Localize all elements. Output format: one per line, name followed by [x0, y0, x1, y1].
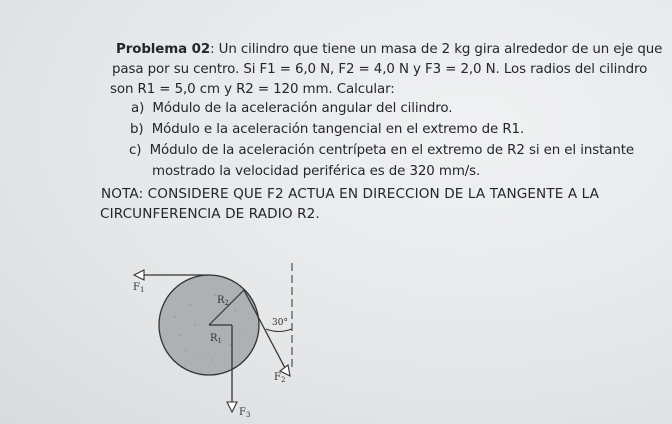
f1-label: $F_1$: [133, 282, 145, 294]
f3-label: $F_3$: [239, 407, 251, 419]
item-a-text: Módulo de la aceleración angular del cilindro.: [152, 101, 453, 116]
intro-text-1: : Un cilindro que tiene un masa de 2 kg gira alrededor de un eje que: [210, 42, 663, 57]
f2-arrowhead: [280, 365, 290, 376]
cylinder-figure: [120, 255, 320, 423]
r1-label: $R_1$: [210, 333, 222, 345]
item-c-text: Módulo de la aceleración centrípeta en el extremo de R2 si en el instante: [149, 143, 635, 158]
f2-label: $F_2$: [274, 372, 286, 384]
note-line-1: NOTA: CONSIDERE QUE F2 ACTUA EN DIRECCION DE LA TANGENTE A LA: [101, 186, 600, 202]
r2-label: $R_2$: [217, 295, 229, 307]
angle-label: 30°: [272, 318, 288, 328]
item-a: [131, 101, 452, 116]
intro-line-1: [116, 42, 662, 57]
item-b-label: b): [130, 122, 144, 137]
problem-title: Problema 02: [116, 42, 211, 57]
item-c-continuation: mostrado la velocidad periférica es de 320 mm/s.: [152, 164, 481, 179]
item-c: [129, 143, 634, 158]
item-b-text: Módulo e la aceleración tangencial en el extremo de R1.: [151, 122, 525, 137]
intro-line-3: son R1 = 5,0 cm y R2 = 120 mm. Calcular:: [110, 82, 395, 97]
item-b: [130, 122, 524, 137]
note-line-2: CIRCUNFERENCIA DE RADIO R2.: [100, 206, 320, 222]
intro-line-2: pasa por su centro. Si F1 = 6,0 N, F2 = 4,0 N y F3 = 2,0 N. Los radios del cilindro: [112, 62, 648, 77]
angle-arc: [266, 329, 292, 332]
f1-arrowhead: [134, 270, 144, 280]
item-c-label: c): [129, 143, 142, 158]
f3-arrowhead: [227, 402, 237, 412]
item-a-label: a): [131, 101, 145, 116]
